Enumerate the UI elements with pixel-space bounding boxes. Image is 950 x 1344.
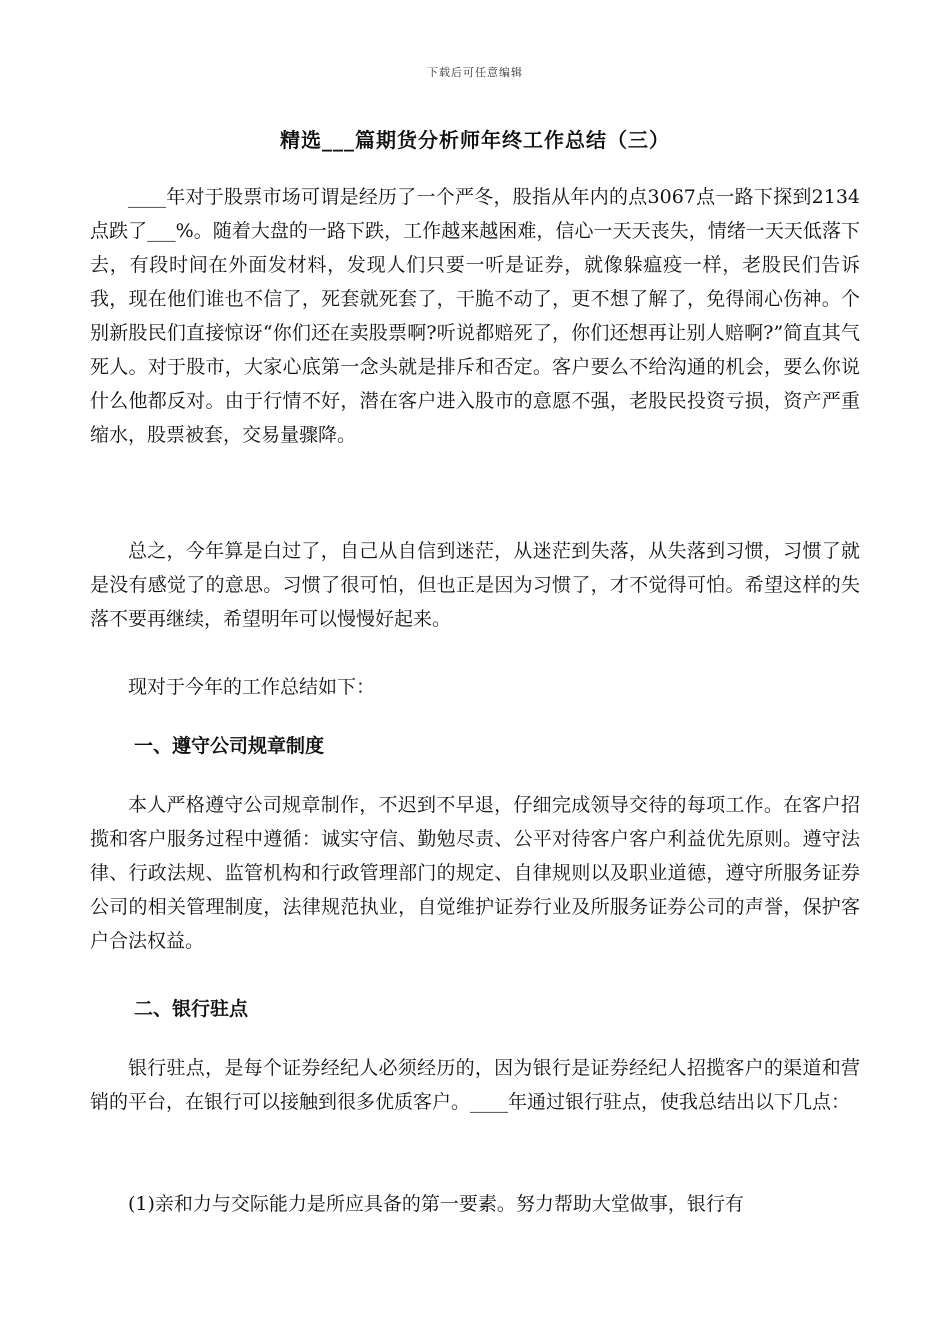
paragraph-stock-market: ____年对于股票市场可谓是经历了一个严冬，股指从年内的点3067点一路下探到2134点跌了___%。随着大盘的一路下跌，工作越来越困难，信心一天天丧失，情绪一天天低落下去，有段时间在外面发材料，发现人们只要一听是证券，就像躲瘟疫一样，老股民们告诉我，现在他们谁也不信了，死套就死套了，干脆不动了，更不想了解了，免得闹心伤神。个别新股民们直接惊讶“你们还在卖股票啊?听说都赔死了，你们还想再让别人赔啊?”简直其气死人。对于股市，大家心底第一念头就是排斥和否定。客户要么不给沟通的机会，要么你说什么他都反对。由于行情不好，潜在客户进入股市的意愿不强，老股民投资亏损，资产严重缩水，股票被套，交易量骤降。 <box>90 186 860 446</box>
paragraph-bank: 银行驻点，是每个证券经纪人必须经历的，因为银行是证券经纪人招揽客户的渠道和营销的平台，在银行可以接触到很多优质客户。____年通过银行驻点，使我总结出以下几点： <box>90 1057 860 1113</box>
section-heading-bank: 二、银行驻点 <box>134 998 249 1020</box>
paragraph-rules: 本人严格遵守公司规章制作，不迟到不早退，仔细完成领导交待的每项工作。在客户招揽和客户服务过程中遵循：诚实守信、勤勉尽责、公平对待客户客户利益优先原则。遵守法律、行政法规、监管机构和行政管理部门的规定、自律规则以及职业道德，遵守所服务证券公司的相关管理制度，法律规范执业，自觉维护证券行业及所服务证券公司的声誉，保护客户合法权益。 <box>90 794 860 952</box>
document-title: 精选___篇期货分析师年终工作总结（三） <box>280 128 670 152</box>
section-heading-rules: 一、遵守公司规章制度 <box>134 735 325 757</box>
header-note: 下载后可任意编辑 <box>427 66 523 79</box>
paragraph-point-1: (1)亲和力与交际能力是所应具备的第一要素。努力帮助大堂做事，银行有 <box>128 1193 744 1215</box>
paragraph-intro: 现对于今年的工作总结如下： <box>128 676 376 698</box>
paragraph-summary: 总之，今年算是白过了，自己从自信到迷茫，从迷茫到失落，从失落到习惯，习惯了就是没有感觉了的意思。习惯了很可怕，但也正是因为习惯了，才不觉得可怕。希望这样的失落不要再继续，希望明年可以慢慢好起来。 <box>90 540 860 630</box>
